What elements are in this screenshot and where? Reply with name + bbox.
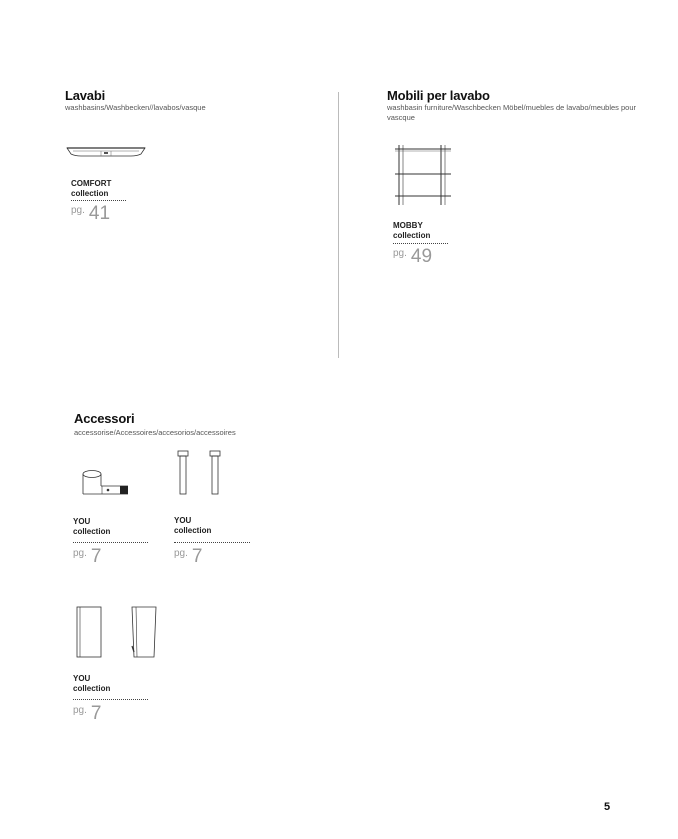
waste-bin-illustration [76,606,160,658]
page-reference-you[interactable]: $^{pg.}$ 7 [73,703,102,724]
page-reference-comfort[interactable]: $^{pg.}$ 41 [71,203,111,224]
collection-label-you: YOU collection [73,674,111,693]
section-subtitle-mobili: washbasin furniture/Waschbecken Möbel/muebles de lavabo/meubles pour vascque [387,103,637,122]
soap-holder-illustration [80,468,132,498]
washbasin-furniture-illustration [395,145,453,207]
towel-holder-illustration [175,451,225,497]
dotted-divider [73,699,148,700]
page-reference-mobby[interactable]: $^{pg.}$ 49 [393,246,433,267]
section-subtitle-lavabi: washbasins/Washbecken//lavabos/vasque [65,103,206,112]
section-title-accessori: Accessori [74,411,135,426]
page-number: 5 [604,801,611,813]
collection-label-you: YOU collection [174,516,212,535]
dotted-divider [73,542,148,543]
dotted-divider [71,200,126,201]
washbasin-illustration [65,143,147,159]
collection-label-comfort: COMFORT collection [71,179,112,198]
column-divider [338,92,339,358]
dotted-divider [393,243,448,244]
collection-label-mobby: MOBBY collection [393,221,431,240]
page-reference-you[interactable]: $^{pg.}$ 7 [73,546,102,567]
dotted-divider [174,542,250,543]
page-reference-you[interactable]: $^{pg.}$ 7 [174,546,203,567]
section-subtitle-accessori: accessorise/Accessoires/accesorios/accessoires [74,428,236,437]
section-title-mobili: Mobili per lavabo [387,88,490,103]
section-title-lavabi: Lavabi [65,88,105,103]
collection-label-you: YOU collection [73,517,111,536]
